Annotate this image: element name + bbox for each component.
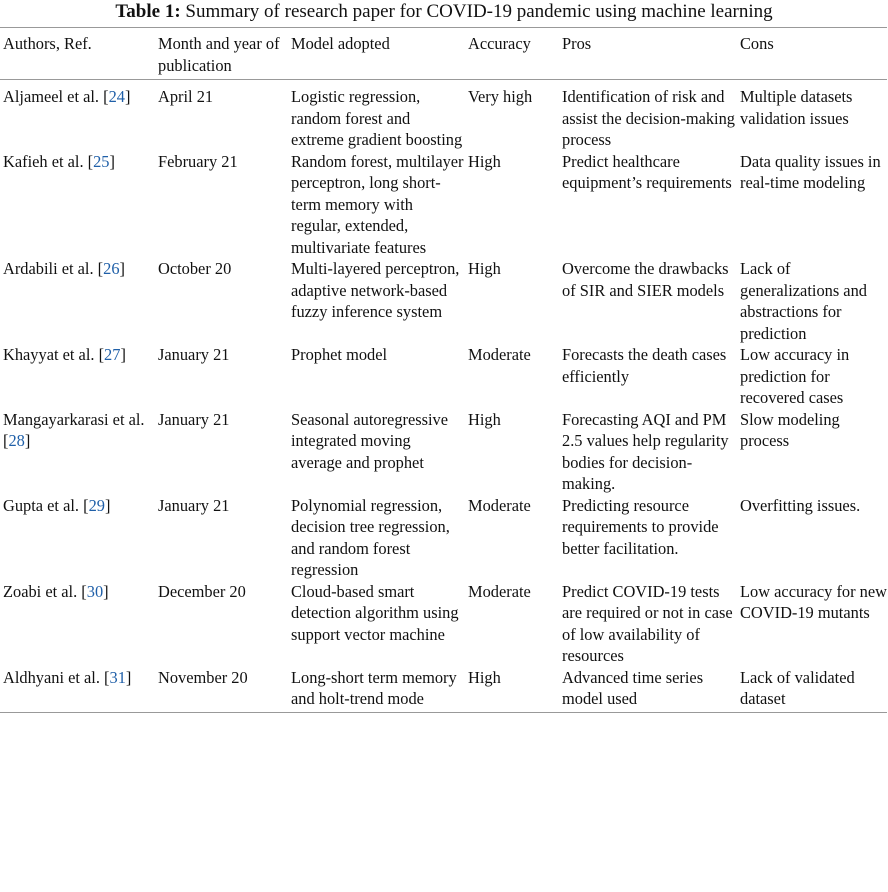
cell-cons: Multiple datasets validation issues: [740, 87, 853, 128]
cell-author: Aldhyani et al. [31]: [0, 667, 155, 713]
cell-pros: Forecasts the death cases efficiently: [562, 345, 727, 386]
cell-pros: Predicting resource requirements to provide better facilitation.: [562, 495, 719, 558]
cell-author: Khayyat et al. [27]: [3, 345, 126, 364]
cell-date: January 21: [158, 345, 230, 364]
citation-link[interactable]: 27: [104, 345, 121, 364]
cell-author: Ardabili et al. [26]: [3, 259, 125, 278]
header-accuracy: Accuracy: [465, 28, 559, 80]
cell-cons: Lack of generalizations and abstractions for prediction: [740, 259, 867, 343]
cell-pros: Predict healthcare equipment’s requirements: [562, 151, 732, 192]
cell-date: January 21: [158, 409, 230, 429]
table-row: [0, 409, 887, 495]
cell-model: Multi-layered perceptron, adaptive network-based fuzzy inference system: [291, 259, 460, 321]
table-label: Table 1:: [115, 1, 181, 22]
header-pros: Pros: [559, 28, 737, 80]
cell-model: Random forest, multilayer perceptron, long short-term memory with regular, extended, multivariate features: [291, 151, 464, 257]
table-caption: [0, 0, 888, 27]
citation-link[interactable]: 26: [103, 259, 120, 278]
cell-pros: Predict COVID-19 tests are required or not in case of low availability of resources: [562, 581, 733, 665]
table-row: [0, 258, 887, 344]
cell-cons: Overfitting issues.: [740, 495, 861, 515]
cell-accuracy: High: [468, 409, 501, 429]
cell-date: February 21: [158, 151, 238, 171]
cell-accuracy: Moderate: [468, 581, 531, 601]
cell-date: November 20: [155, 667, 288, 713]
cell-cons: Lack of validated dataset: [737, 667, 887, 713]
cell-date: October 20: [158, 259, 232, 278]
cell-model: Long-short term memory and holt-trend mode: [288, 667, 465, 713]
cell-pros: Identification of risk and assist the decision-making process: [562, 87, 735, 149]
cell-cons: Data quality issues in real-time modeling: [740, 151, 881, 192]
header-model: Model adopted: [288, 28, 465, 80]
cell-accuracy: Moderate: [468, 345, 531, 364]
citation-link[interactable]: 30: [86, 581, 104, 601]
table-row: [0, 581, 887, 667]
cell-accuracy: Very high: [468, 87, 533, 106]
cell-accuracy: High: [468, 259, 501, 278]
cell-model: Prophet model: [291, 345, 388, 364]
cell-cons: Low accuracy for new COVID-19 mutants: [740, 581, 887, 622]
citation-link[interactable]: 25: [93, 151, 110, 171]
cell-model: Polynomial regression, decision tree regression, and random forest regression: [291, 495, 450, 579]
citation-link[interactable]: 31: [109, 667, 126, 687]
cell-author: Aljameel et al. [24]: [3, 87, 131, 106]
cell-cons: Low accuracy in prediction for recovered cases: [740, 345, 850, 407]
cell-author: Kafieh et al. [25]: [3, 151, 115, 171]
cell-date: April 21: [158, 87, 214, 106]
header-authors: Authors, Ref.: [0, 28, 155, 80]
table-row: [0, 151, 887, 259]
cell-author: Zoabi et al. [30]: [3, 581, 109, 601]
table-title: Summary of research paper for COVID-19 pandemic using machine learning: [185, 1, 773, 22]
cell-date: December 20: [158, 581, 246, 601]
summary-table: [0, 27, 887, 713]
citation-link[interactable]: 24: [108, 87, 125, 106]
table-row: [0, 667, 887, 713]
table-row: [0, 495, 887, 581]
cell-pros: Advanced time series model used: [559, 667, 737, 713]
cell-model: Seasonal autoregressive integrated moving average and prophet: [291, 409, 449, 472]
cell-accuracy: High: [465, 667, 559, 713]
cell-author: Mangayarkarasi et al. [28]: [3, 409, 145, 450]
cell-author: Gupta et al. [29]: [3, 495, 111, 515]
cell-accuracy: Moderate: [468, 495, 531, 515]
citation-link[interactable]: 28: [8, 431, 25, 450]
table-row: [0, 80, 887, 151]
table-row: [0, 344, 887, 409]
cell-model: Cloud-based smart detection algorithm using support vector machine: [291, 581, 459, 644]
cell-date: January 21: [158, 495, 230, 515]
cell-pros: Forecasting AQI and PM 2.5 values help regularity bodies for decision-making.: [562, 409, 729, 493]
cell-model: Logistic regression, random forest and extreme gradient boosting: [291, 87, 463, 149]
header-date: Month and year of publication: [155, 28, 288, 80]
cell-pros: Overcome the drawbacks of SIR and SIER models: [562, 259, 729, 300]
cell-accuracy: High: [468, 151, 501, 171]
citation-link[interactable]: 29: [88, 495, 105, 515]
table-header-row: [0, 28, 887, 80]
cell-cons: Slow modeling process: [740, 409, 840, 450]
header-cons: Cons: [737, 28, 887, 80]
